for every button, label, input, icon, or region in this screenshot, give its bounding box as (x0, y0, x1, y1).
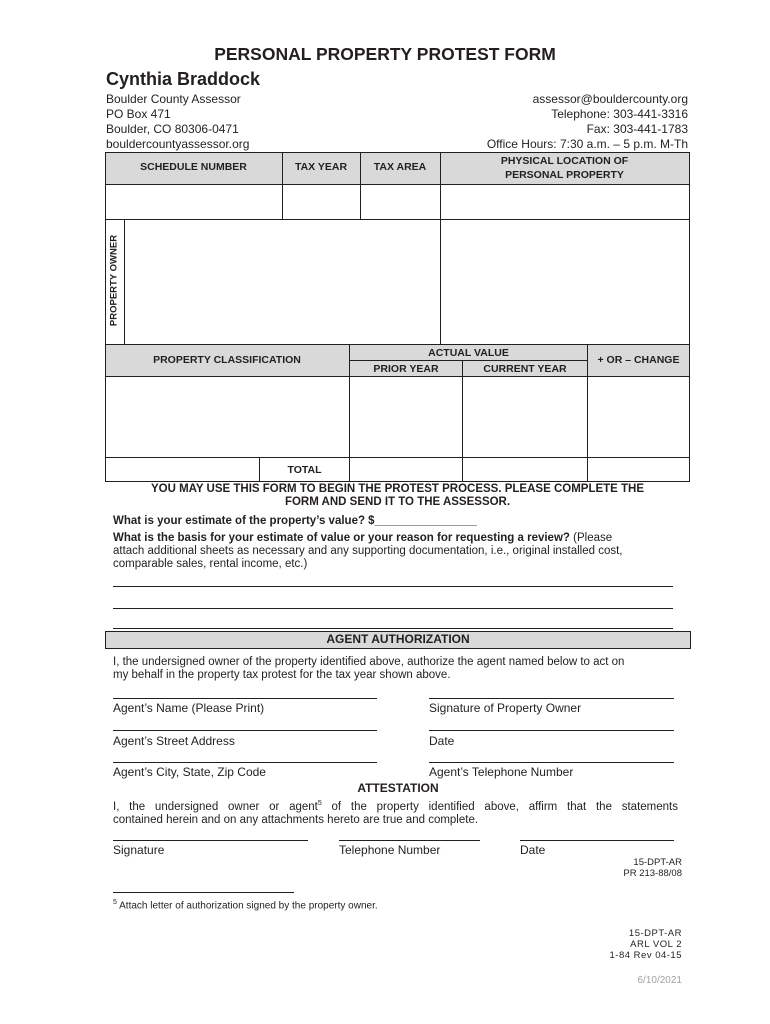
tax-area-header: TAX AREA (373, 161, 427, 173)
signature-label: Signature (113, 843, 165, 857)
agent-date-line[interactable] (429, 730, 674, 731)
fax: Fax: 303-441-1783 (586, 122, 688, 136)
attestation-text (113, 797, 678, 827)
footnote-divider (113, 892, 294, 893)
property-owner-text: PROPERTY OWNER (108, 234, 120, 327)
footnote (113, 899, 378, 911)
form-code-line: 15-DPT-AR (633, 857, 682, 868)
basis-question-bold: What is the basis for your estimate of value or your reason for requesting a review? (113, 532, 570, 544)
notice-line: FORM AND SEND IT TO THE ASSESSOR. (284, 496, 511, 508)
attestation-line (113, 797, 678, 814)
assessor-address (106, 92, 249, 152)
divider (105, 481, 690, 482)
prior-year-header: PRIOR YEAR (373, 363, 439, 375)
agent-phone-line[interactable] (429, 762, 674, 763)
revision-code-line: ARL VOL 2 (630, 939, 682, 950)
website-link[interactable]: bouldercountyassessor.org (106, 137, 250, 151)
agent-city-label: Agent’s City, State, Zip Code (113, 765, 266, 779)
actual-value-header: ACTUAL VALUE (428, 347, 509, 359)
current-year-header: CURRENT YEAR (483, 363, 567, 375)
revision-code-line: 1-84 Rev 04-15 (609, 950, 682, 961)
owner-signature-line[interactable] (429, 698, 674, 699)
total-current-year-field[interactable] (463, 458, 587, 481)
basis-question-rest: (Please (569, 532, 613, 544)
physical-location-header (440, 154, 689, 182)
property-classification-field[interactable] (106, 377, 349, 457)
basis-answer-line[interactable] (113, 628, 673, 629)
attestation-text-b: of the property identified above, affirm that the statements (321, 800, 678, 813)
footnote-number: 5 (113, 899, 117, 906)
estimate-question: What is your estimate of the property’s value? $________________ (113, 515, 477, 527)
print-date: 6/10/2021 (637, 975, 682, 986)
property-owner-label (104, 222, 124, 342)
divider (105, 152, 690, 153)
revision-code-line: 15-DPT-AR (628, 928, 682, 939)
divider (689, 345, 690, 482)
physical-location-line: PHYSICAL LOCATION OF (500, 155, 629, 167)
current-year-field[interactable] (463, 377, 587, 457)
form-title: PERSONAL PROPERTY PROTEST FORM (214, 44, 556, 64)
schedule-number-field[interactable] (106, 185, 282, 219)
basis-question-line: attach additional sheets as necessary and any supporting documentation, i.e., original installed cost, (113, 545, 623, 557)
prior-year-field[interactable] (350, 377, 462, 457)
agent-text-line: my behalf in the property tax protest for the tax year shown above. (113, 669, 451, 681)
address-line: Boulder County Assessor (106, 92, 241, 106)
total-prior-year-field[interactable] (350, 458, 462, 481)
attestation-text-a: I, the undersigned owner or agent (113, 800, 318, 813)
tax-year-header: TAX YEAR (294, 161, 348, 173)
basis-question (113, 532, 693, 571)
form-code-line: PR 213-88/08 (623, 868, 682, 879)
telephone: Telephone: 303-441-3316 (551, 107, 688, 121)
address-line: PO Box 471 (106, 107, 171, 121)
agent-street-label: Agent’s Street Address (113, 734, 235, 748)
total-label: TOTAL (287, 464, 322, 476)
agent-name-label: Agent’s Name (Please Print) (113, 701, 265, 715)
tax-area-field[interactable] (361, 185, 440, 219)
tax-year-field[interactable] (283, 185, 360, 219)
basis-answer-line[interactable] (113, 608, 673, 609)
telephone-line[interactable] (339, 840, 480, 841)
assessor-contact (487, 92, 688, 152)
form-code-block (623, 857, 682, 879)
agent-name-line[interactable] (113, 698, 377, 699)
owner-signature-label: Signature of Property Owner (429, 701, 582, 715)
agent-date-label: Date (429, 734, 455, 748)
owner-name: Cynthia Braddock (106, 69, 261, 89)
change-field[interactable] (588, 377, 689, 457)
basis-answer-line[interactable] (113, 586, 673, 587)
change-header: + OR – CHANGE (597, 354, 680, 366)
divider (689, 152, 690, 345)
divider (350, 360, 587, 361)
revision-code-block (610, 928, 682, 961)
instructions-notice (105, 483, 690, 509)
agent-street-line[interactable] (113, 730, 377, 731)
agent-city-line[interactable] (113, 762, 377, 763)
schedule-number-header: SCHEDULE NUMBER (140, 161, 247, 173)
attestation-line: contained herein and on any attachments hereto are true and complete. (113, 813, 479, 826)
signature-line[interactable] (113, 840, 308, 841)
basis-question-line (113, 532, 693, 545)
date-label: Date (520, 843, 546, 857)
property-owner-field[interactable] (125, 220, 440, 344)
notice-line: YOU MAY USE THIS FORM TO BEGIN THE PROTEST PROCESS. PLEASE COMPLETE THE (150, 483, 645, 495)
basis-question-line: comparable sales, rental income, etc.) (113, 558, 308, 570)
footnote-ref: 5 (317, 800, 322, 807)
attestation-heading: ATTESTATION (357, 781, 439, 795)
address-line: Boulder, CO 80306-0471 (106, 122, 239, 136)
office-hours: Office Hours: 7:30 a.m. – 5 p.m. M-Th (486, 137, 688, 151)
total-change-field[interactable] (588, 458, 689, 481)
agent-authorization-text (113, 656, 688, 682)
email-link[interactable]: assessor@bouldercounty.org (532, 92, 688, 106)
agent-phone-label: Agent’s Telephone Number (429, 765, 574, 779)
physical-location-field[interactable] (441, 185, 689, 344)
footnote-text: Attach letter of authorization signed by the property owner. (119, 900, 378, 912)
agent-authorization-heading: AGENT AUTHORIZATION (326, 632, 470, 646)
property-classification-header: PROPERTY CLASSIFICATION (153, 354, 301, 366)
telephone-label: Telephone Number (339, 843, 441, 857)
agent-text-line: I, the undersigned owner of the property identified above, authorize the agent named below to act on (113, 656, 625, 668)
date-line[interactable] (520, 840, 674, 841)
physical-location-line: PERSONAL PROPERTY (505, 169, 624, 181)
